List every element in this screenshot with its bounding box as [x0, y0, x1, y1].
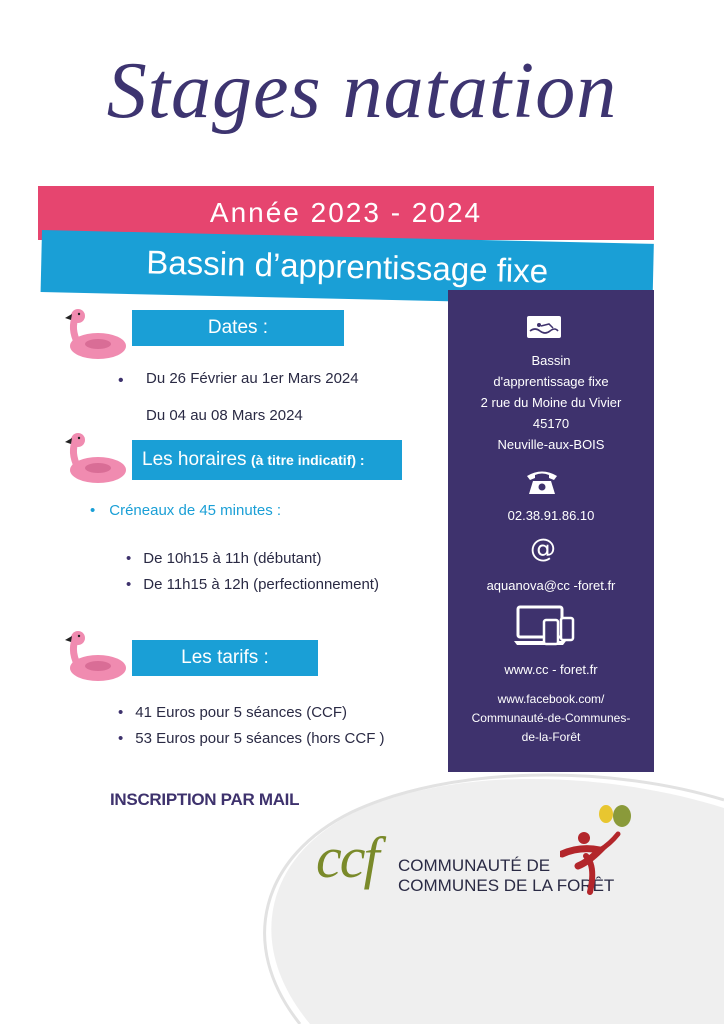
ccf-logo-mark: ccf	[316, 825, 378, 890]
tarifs-heading: Les tarifs :	[132, 640, 318, 676]
logo-line: COMMUNAUTÉ DE	[398, 856, 551, 875]
bullet-icon: •	[118, 372, 124, 389]
horaires-intro-text: Créneaux de 45 minutes :	[109, 502, 282, 519]
ccf-figure-icon	[560, 800, 640, 901]
at-icon: @	[530, 534, 556, 564]
phone-number[interactable]: 02.38.91.86.10	[507, 508, 595, 523]
website-link[interactable]: www.cc - foret.fr	[504, 662, 598, 677]
address-line: Bassin	[531, 353, 571, 368]
page-title: Stages natation	[106, 47, 618, 135]
horaire-item-text: De 11h15 à 12h (perfectionnement)	[143, 576, 379, 593]
email-address[interactable]: aquanova@cc -foret.fr	[486, 578, 616, 593]
bullet-icon: •	[126, 550, 132, 567]
horaires-heading-note: (à titre indicatif) :	[251, 452, 365, 468]
facebook-line: Communauté-de-Communes-	[471, 711, 631, 725]
address-line: 45170	[532, 416, 570, 431]
address-line: 2 rue du Moine du Vivier	[480, 395, 622, 410]
tarif-item-text: 53 Euros pour 5 séances (hors CCF )	[135, 730, 385, 747]
address-line: Neuville-aux-BOIS	[497, 437, 605, 452]
subtitle-text: Bassin d’apprentissage fixe	[146, 243, 549, 290]
inscription-note: INSCRIPTION PAR MAIL	[110, 790, 300, 809]
address-line: d'apprentissage fixe	[493, 374, 609, 389]
horaires-heading-text: Les horaires	[142, 449, 247, 470]
year-banner: Année 2023 - 2024	[38, 186, 654, 240]
bullet-icon: •	[90, 502, 96, 519]
tarif-item-text: 41 Euros pour 5 séances (CCF)	[135, 704, 348, 721]
horaire-item-text: De 10h15 à 11h (débutant)	[143, 550, 322, 567]
logo-line: COMMUNES DE LA FORÊT	[398, 876, 615, 895]
facebook-line: www.facebook.com/	[497, 692, 605, 706]
bullet-icon: •	[118, 704, 124, 721]
date-item: Du 26 Février au 1er Mars 2024	[146, 370, 359, 387]
facebook-line: de-la-Forêt	[521, 730, 581, 744]
bullet-icon: •	[118, 730, 124, 747]
bullet-icon: •	[126, 576, 132, 593]
dates-heading: Dates :	[132, 310, 344, 346]
date-item: Du 04 au 08 Mars 2024	[146, 407, 303, 424]
